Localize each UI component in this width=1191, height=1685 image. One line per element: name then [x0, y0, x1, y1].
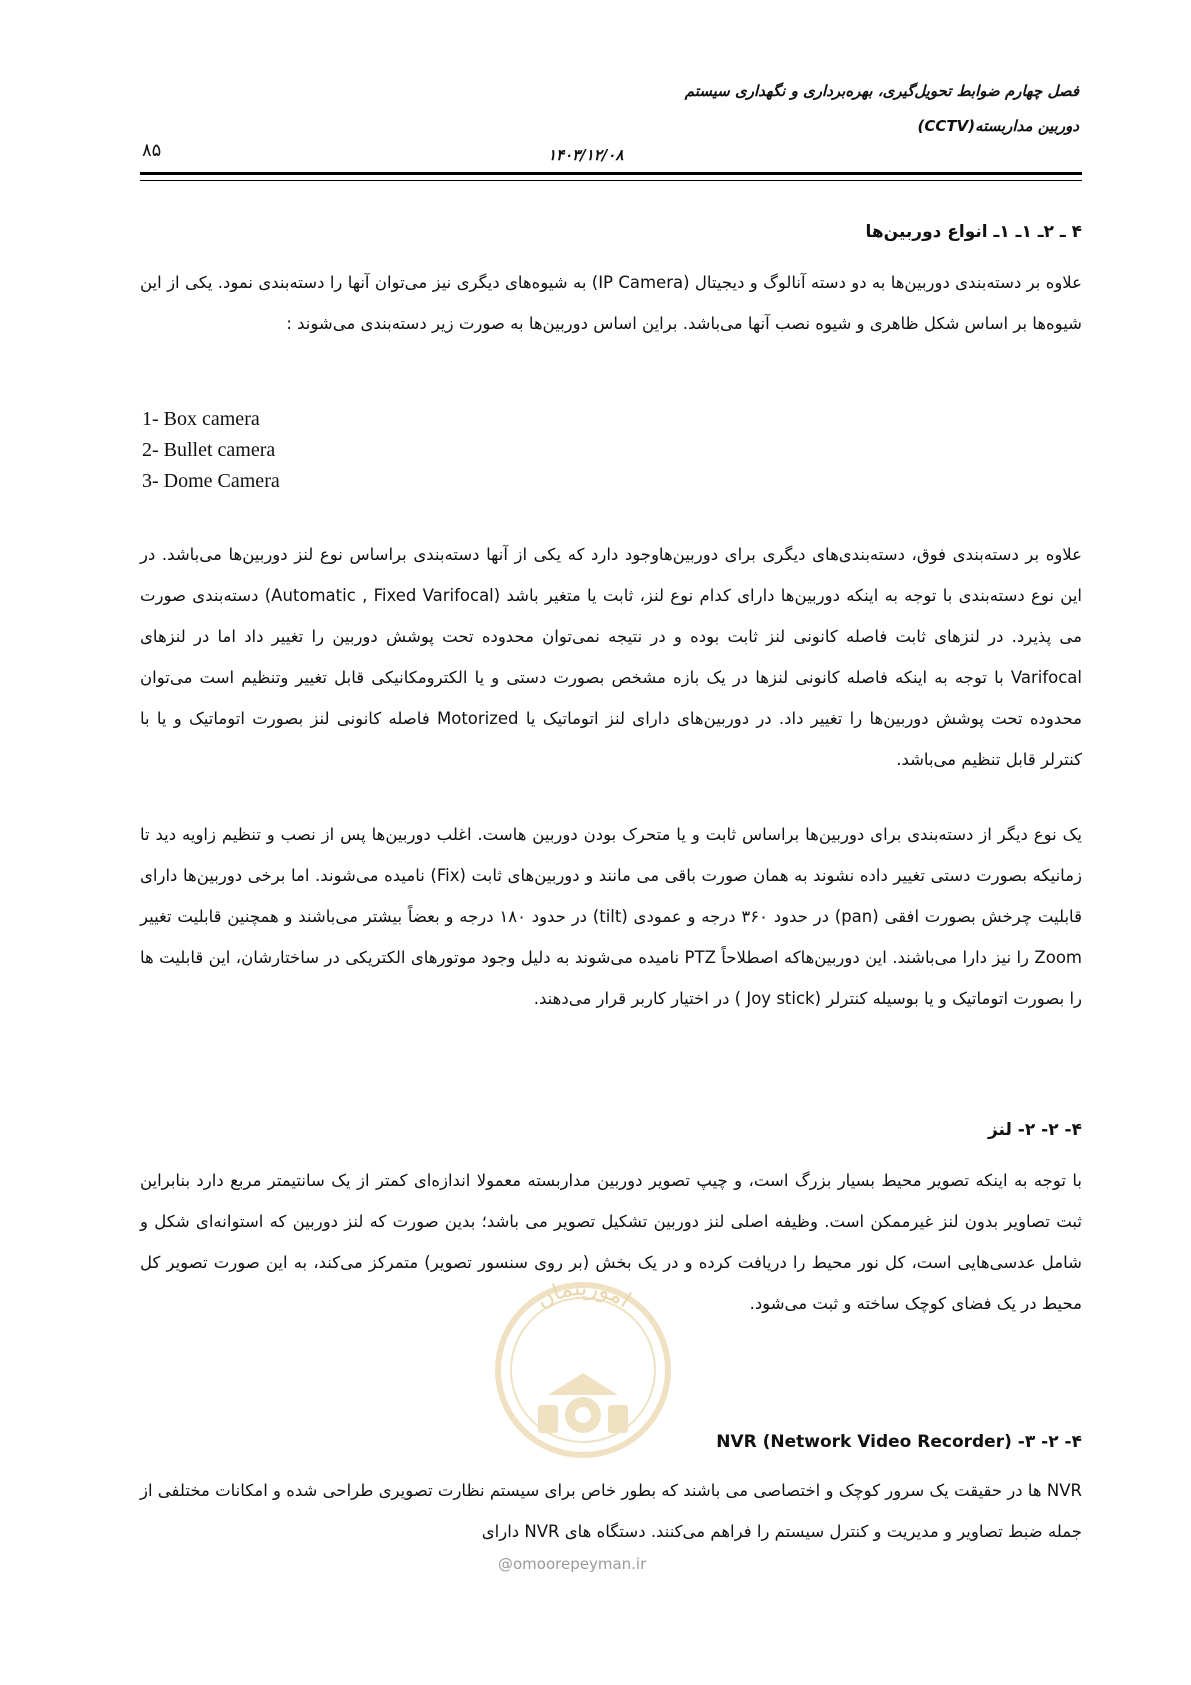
document-subtitle: دوربین مداربسته(CCTV)	[917, 117, 1079, 135]
camera-type-list	[142, 404, 280, 497]
omoorepeyman-watermark-logo	[488, 1255, 678, 1495]
section-heading-camera-types: ۴ ـ ۲ـ ۱ـ ۱ـ انواع دوربین‌ها	[865, 222, 1082, 242]
section-heading-lens: ۴- ۲- ۲- لنز	[987, 1120, 1082, 1140]
watermark-url: @omoorepeyman.ir	[498, 1555, 647, 1573]
list-item: 2- Bullet camera	[142, 439, 276, 461]
lens-paragraph: با توجه به اینکه تصویر محیط بسیار بزرگ است، و چیپ تصویر دوربین مداربسته معمولا اندازه‌ای کمتر از یک سانتیمتر مربع دارد بنابراین ثبت تصاویر بدون لنز غیرممکن است. وظیفه اصلی لنز دوربین تشکیل تصویر می باشد؛ بدین صورت که لنز دوربین که استوانه‌ای شکل و شامل عدسی‌هایی است، کل نور محیط را دریافت کرده و در یک بخش (بر روی سنسور تصویر) متمرکز می‌کند، به این صورت تصویر کل محیط در یک فضای کوچک ساخته و ثبت می‌شود.	[140, 1171, 1082, 1313]
ptz-wrap	[140, 814, 1082, 1019]
list-item: 3- Dome Camera	[142, 470, 280, 492]
list-item: 1- Box camera	[142, 408, 260, 430]
chapter-title: فصل چهارم ضوابط تحویل‌گیری، بهره‌برداری و نگهداری سیستم	[684, 82, 1079, 100]
nvr-paragraph: NVR ها در حقیقت یک سرور کوچک و اختصاصی می باشند که بطور خاص برای سیستم نظارت تصویری طراحی شده و امکانات مختلفی از جمله ضبط تصاویر و مدیریت و کنترل سیستم را فراهم می‌کنند. دستگاه های NVR دارای	[140, 1481, 1082, 1541]
header-rule-thick	[140, 172, 1082, 175]
header-rule-thin	[140, 180, 1082, 181]
lens-classification-wrap	[140, 534, 1082, 780]
svg-text:امورپیمان: امورپیمان	[532, 1275, 635, 1314]
intro-paragraph: علاوه بر دسته‌بندی دوربین‌ها به دو دسته آنالوگ و دیجیتال (IP Camera) به شیوه‌های دیگری نیز می‌توان آنها را دسته‌بندی نمود. یکی از این شیوه‌ها بر اساس شکل ظاهری و شیوه نصب آنها می‌باشد. براین اساس دوربین‌ها به صورت زیر دسته‌بندی می‌شوند :	[140, 273, 1082, 333]
section-heading-nvr: ۴- ۲- ۳- NVR (Network Video Recorder)	[716, 1432, 1082, 1452]
ptz-paragraph: یک نوع دیگر از دسته‌بندی برای دوربین‌ها براساس ثابت و یا متحرک بودن دوربین هاست. اغلب دوربین‌ها پس از نصب و تنظیم زاویه دید تا زمانیکه بصورت دستی تغییر داده نشوند به همان صورت باقی می مانند و دوربین‌های ثابت (Fix) نامیده می‌شوند. اما برخی دوربین‌ها دارای قابلیت چرخش بصورت افقی (pan) در حدود ۳۶۰ درجه و عمودی (tilt) در حدود ۱۸۰ درجه و بعضاً بیشتر می‌باشند و همچنین قابلیت تغییر Zoom را نیز دارا می‌باشند. این دوربین‌هاکه اصطلاحاً PTZ نامیده می‌شوند به دلیل وجود موتورهای الکتریکی در ساختارشان، این قابلیت ها را بصورت اتوماتیک و یا بوسیله کنترلر (Joy stick ) در اختیار کاربر قرار می‌دهند.	[140, 825, 1082, 1008]
nvr-wrap	[140, 1470, 1082, 1552]
page-number: ۸۵	[142, 140, 162, 161]
header-date: ۱۴۰۳/۱۲/۰۸	[548, 146, 624, 164]
intro-paragraph-wrap	[140, 262, 1082, 344]
lens-classification-paragraph: علاوه بر دسته‌بندی فوق، دسته‌بندی‌های دیگری برای دوربین‌هاوجود دارد که یکی از آنها دسته‌بندی براساس نوع لنز دوربین‌ها می‌باشد. در این نوع دسته‌بندی با توجه به اینکه دوربین‌ها دارای کدام نوع لنز، ثابت یا متغیر باشد (Automatic , Fixed Varifocal) دسته‌بندی صورت می پذیرد. در لنزهای ثابت فاصله کانونی لنز ثابت بوده و در نتیجه نمی‌توان محدوده تحت پوشش دوربین را تغییر داد اما در لنزهای Varifocal با توجه به اینکه فاصله کانونی لنزها در یک بازه مشخص بصورت دستی و یا الکترومکانیکی قابل تغییر وتنظیم است می‌توان محدوده تحت پوشش دوربین‌ها را تغییر داد. در دوربین‌های دارای لنز اتوماتیک یا Motorized فاصله کانونی لنز بصورت اتوماتیک و یا با کنترلر قابل تنظیم می‌باشد.	[140, 545, 1083, 769]
